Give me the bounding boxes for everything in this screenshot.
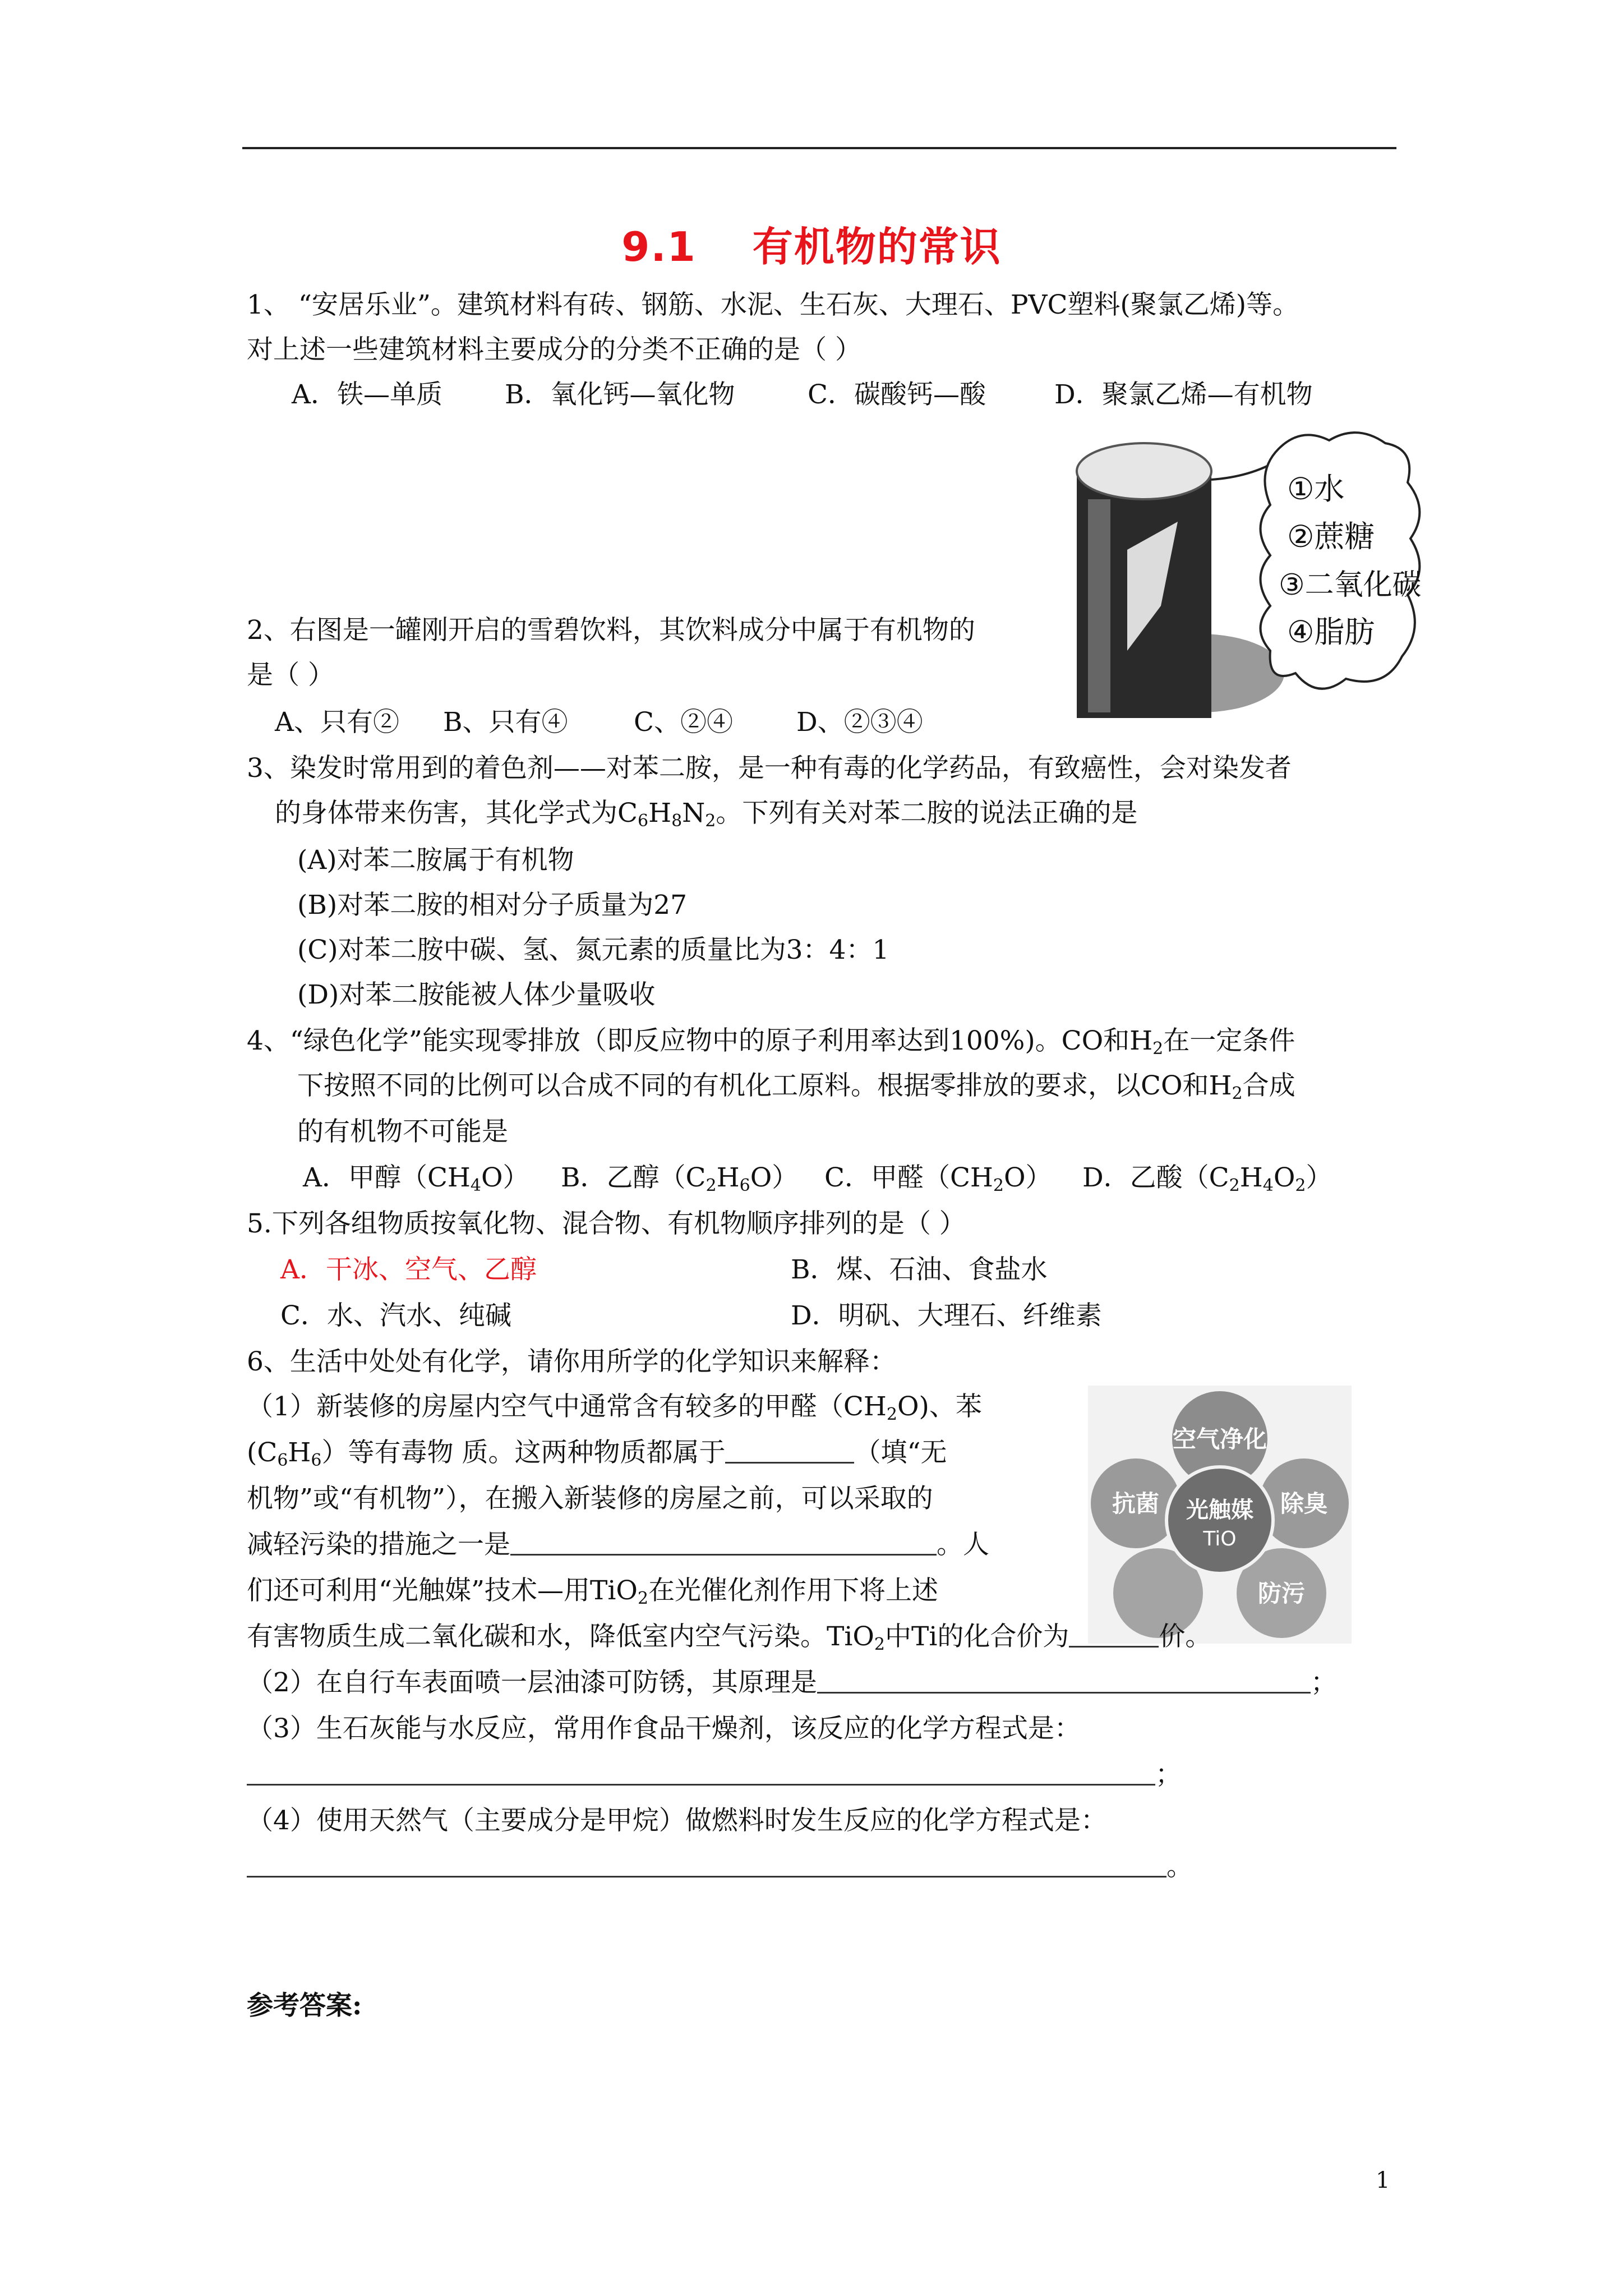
bubble-label-4: ④脂肪 <box>1287 614 1375 650</box>
page-number: 1 <box>1376 2168 1390 2193</box>
answer-blank-methane[interactable] <box>247 1855 1166 1878</box>
q5-option-d: D．明矾、大理石、纤维素 <box>791 1300 1102 1331</box>
fig-label-bottom: 防污 <box>1257 1580 1306 1607</box>
header-rule <box>242 147 1396 149</box>
q3-option-d: (D)对苯二胺能被人体少量吸收 <box>297 979 656 1010</box>
q1-option-c: C．碳酸钙—酸 <box>808 379 986 410</box>
q3-line2: 的身体带来伤害，其化学式为$C_6H_8N_2$。下列有关对苯二胺的说法正确的是 <box>275 798 1138 831</box>
q4-option-d: D．乙酸$(C_2H_4O_2)$ <box>1082 1162 1332 1195</box>
q3-option-c: (C)对苯二胺中碳、氢、氮元素的质量比为3：4：1 <box>297 935 889 965</box>
q3-option-b: (B)对苯二胺的相对分子质量为27 <box>297 890 688 921</box>
title-number: 9.1 <box>621 223 697 270</box>
q6-p1-line2: $(C_6H_6)$等有毒物 质。这两种物质都属于 （填“无 <box>247 1437 947 1470</box>
bubble-label-2: ②蔗糖 <box>1287 519 1375 554</box>
q2-line2: 是（ ） <box>247 660 334 691</box>
q2-option-d: D、②③④ <box>796 707 923 738</box>
photocatalyst-figure <box>1088 1386 1352 1644</box>
q6-p3-answer: ； <box>247 1761 1182 1788</box>
answer-blank-rust[interactable] <box>817 1671 1311 1694</box>
answers-label: 参考答案: <box>247 1990 362 2021</box>
q5-option-b: B．煤、石油、食盐水 <box>791 1254 1048 1285</box>
q4-option-c: C．甲醛$(CH_2O)$ <box>824 1162 1052 1195</box>
q4-line1: 4、“绿色化学”能实现零排放（即反应物中的原子利用率达到100%)。CO和$H_2$在一定条件 <box>247 1025 1295 1059</box>
q1-line2: 对上述一些建筑材料主要成分的分类不正确的是（ ） <box>247 334 861 365</box>
q2-option-c: C、②④ <box>634 707 733 738</box>
q2-option-b: B、只有④ <box>443 707 568 738</box>
q6-p4-answer: 。 <box>247 1853 1193 1880</box>
bubble-label-3: ③二氧化碳 <box>1279 568 1422 602</box>
q3-option-a: (A)对苯二胺属于有机物 <box>297 845 574 876</box>
q6-p1-line4: 减轻污染的措施之一是 。人 <box>247 1529 989 1560</box>
q5-stem: 5.下列各组物质按氧化物、混合物、有机物顺序排列的是（ ） <box>247 1208 966 1239</box>
q6-p1-line6: 有害物质生成二氧化碳和水，降低室内空气污染。TiO$_2$中Ti的化合价为 价。 <box>247 1621 1212 1654</box>
answer-blank-quicklime[interactable] <box>247 1763 1155 1786</box>
bubble-label-1: ①水 <box>1287 471 1345 507</box>
q6-p1-line1: （1）新装修的房屋内空气中通常含有较多的甲醛$(CH_2O)$、苯 <box>247 1391 982 1424</box>
q1-option-d: D．聚氯乙烯—有机物 <box>1054 379 1313 410</box>
q2-line1: 2、右图是一罐刚开启的雪碧饮料，其饮料成分中属于有机物的 <box>247 615 975 646</box>
answer-blank-measure[interactable] <box>510 1533 937 1556</box>
q3-line1: 3、染发时常用到的着色剂——对苯二胺，是一种有毒的化学药品，有致癌性，会对染发者 <box>247 753 1292 784</box>
q1-option-b: B．氧化钙—氧化物 <box>505 379 735 410</box>
fig-label-right: 除臭 <box>1280 1490 1328 1517</box>
page-title <box>0 214 1623 273</box>
fig-label-center: 光触媒 <box>1186 1497 1253 1523</box>
q6-p2: （2）在自行车表面喷一层油漆可防锈，其原理是 ； <box>247 1667 1337 1698</box>
soda-can-figure <box>1066 426 1430 729</box>
fig-label-top: 空气净化 <box>1172 1425 1267 1453</box>
q6-p1-line3: 机物”或“有机物”），在搬入新装修的房屋之前，可以采取的 <box>247 1483 933 1514</box>
q5-option-c: C．水、汽水、纯碱 <box>280 1300 511 1331</box>
answer-blank-valence[interactable] <box>1069 1625 1159 1648</box>
q6-stem: 6、生活中处处有化学，请你用所学的化学知识来解释： <box>247 1346 896 1377</box>
q4-line3: 的有机物不可能是 <box>297 1116 508 1147</box>
q4-line2: 下按照不同的比例可以合成不同的有机化工原料。根据零排放的要求，以CO和$H_2$合成 <box>297 1070 1295 1103</box>
title-text: 有机物的常识 <box>752 223 1002 270</box>
q4-option-a: A．甲醇$(CH_4O)$ <box>303 1162 529 1195</box>
fig-label-left: 抗菌 <box>1112 1490 1160 1517</box>
q1-line1: 1、 “安居乐业”。建筑材料有砖、钢筋、水泥、生石灰、大理石、PVC塑料(聚氯乙烯)等。 <box>247 289 1299 320</box>
q1-option-a: A．铁—单质 <box>292 379 442 410</box>
q5-option-a: A．干冰、空气、乙醇 <box>280 1254 537 1285</box>
answer-blank-organic[interactable] <box>725 1441 854 1464</box>
q6-p3: （3）生石灰能与水反应，常用作食品干燥剂，该反应的化学方程式是： <box>247 1713 1081 1744</box>
q6-p4: （4）使用天然气（主要成分是甲烷）做燃料时发生反应的化学方程式是： <box>247 1805 1107 1836</box>
q6-p1-line5: 们还可利用“光触媒”技术—用TiO$_2$在光催化剂作用下将上述 <box>247 1575 939 1608</box>
q4-option-b: B．乙醇$(C_2H_6O)$ <box>561 1162 799 1195</box>
fig-label-center2: TiO <box>1203 1527 1237 1550</box>
q2-option-a: A、只有② <box>275 707 399 738</box>
